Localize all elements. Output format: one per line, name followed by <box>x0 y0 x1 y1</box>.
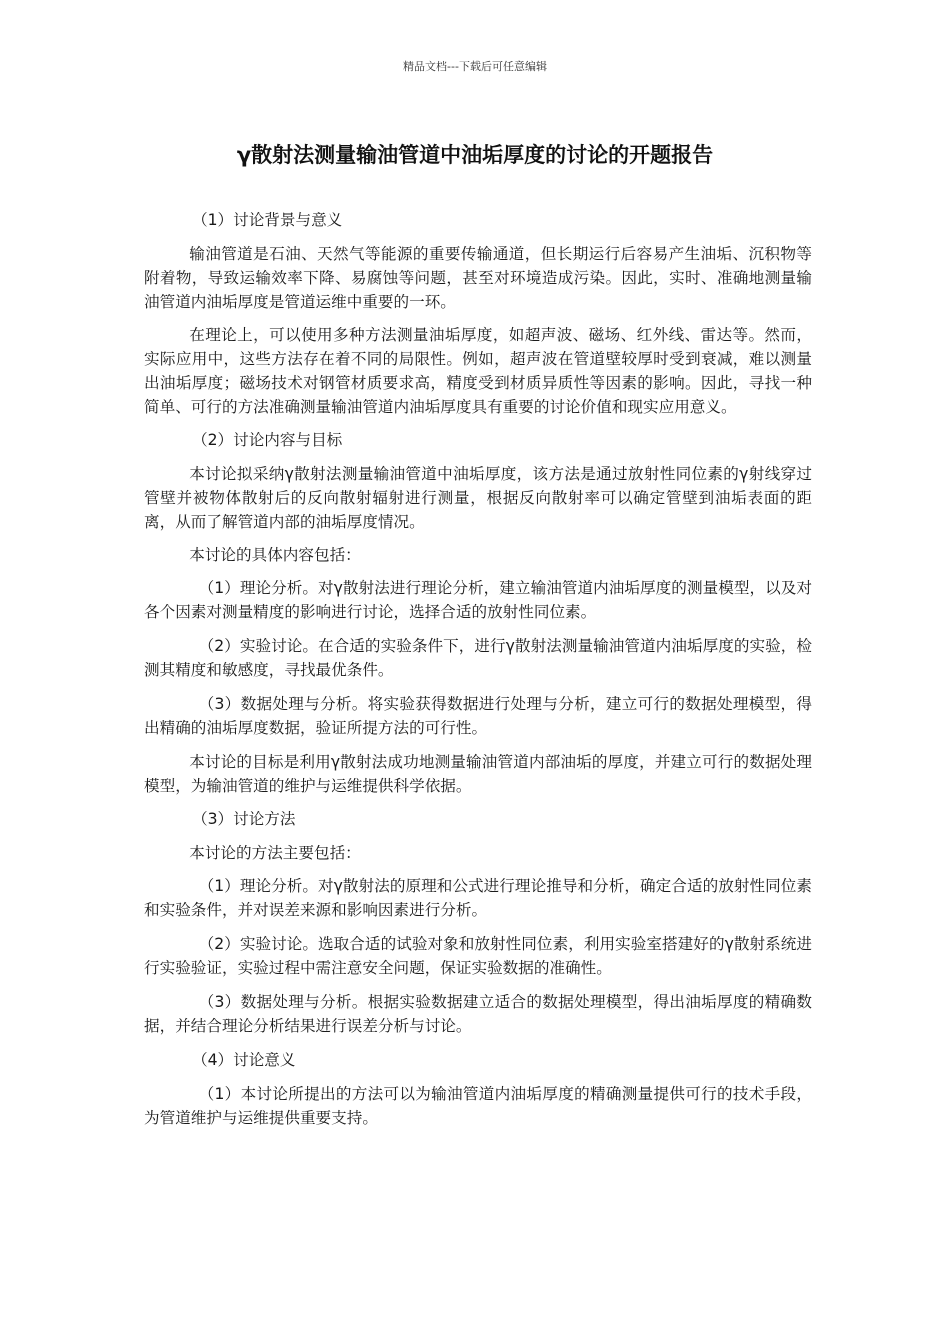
section-heading-significance: （4）讨论意义 <box>192 1051 296 1069</box>
section-heading-background: （1）讨论背景与意义 <box>192 211 343 229</box>
paragraph: 本讨论的目标是利用γ散射法成功地测量输油管道内部油垢的厚度，并建立可行的数据处理模型，为输油管道的维护与运维提供科学依据。 <box>144 753 812 795</box>
document-body <box>144 208 812 1140</box>
section-heading-content: （2）讨论内容与目标 <box>192 431 343 449</box>
paragraph: 在理论上，可以使用多种方法测量油垢厚度，如超声波、磁场、红外线、雷达等。然而，实际应用中，这些方法存在着不同的局限性。例如，超声波在管道壁较厚时受到衰减，难以测量出油垢厚度；磁场技术对钢管材质要求高，精度受到材质异质性等因素的影响。因此，寻找一种简单、可行的方法准确测量输油管道内油垢厚度具有重要的讨论价值和现实应用意义。 <box>144 326 812 416</box>
list-item: （1）理论分析。对γ散射法进行理论分析，建立输油管道内油垢厚度的测量模型，以及对各个因素对测量精度的影响进行讨论，选择合适的放射性同位素。 <box>144 579 812 621</box>
list-item: （1）理论分析。对γ散射法的原理和公式进行理论推导和分析，确定合适的放射性同位素和实验条件，并对误差来源和影响因素进行分析。 <box>144 877 812 919</box>
header-note: 精品文档---下载后可任意编辑 <box>403 60 547 73</box>
document-title: γ散射法测量输油管道中油垢厚度的讨论的开题报告 <box>236 143 714 167</box>
paragraph: 本讨论拟采纳γ散射法测量输油管道中油垢厚度，该方法是通过放射性同位素的γ射线穿过管壁并被物体散射后的反向散射辐射进行测量，根据反向散射率可以确定管壁到油垢表面的距离，从而了解管道内部的油垢厚度情况。 <box>144 465 812 531</box>
paragraph: 输油管道是石油、天然气等能源的重要传输通道，但长期运行后容易产生油垢、沉积物等附着物，导致运输效率下降、易腐蚀等问题，甚至对环境造成污染。因此，实时、准确地测量输油管道内油垢厚度是管道运维中重要的一环。 <box>144 245 812 311</box>
list-item: （3）数据处理与分析。将实验获得数据进行处理与分析，建立可行的数据处理模型，得出精确的油垢厚度数据，验证所提方法的可行性。 <box>144 695 812 737</box>
section-heading-method: （3）讨论方法 <box>192 810 296 828</box>
list-item: （3）数据处理与分析。根据实验数据建立适合的数据处理模型，得出油垢厚度的精确数据，并结合理论分析结果进行误差分析与讨论。 <box>144 993 812 1035</box>
paragraph: 本讨论的方法主要包括： <box>189 844 361 862</box>
list-item: （2）实验讨论。在合适的实验条件下，进行γ散射法测量输油管道内油垢厚度的实验，检测其精度和敏感度，寻找最优条件。 <box>144 637 812 679</box>
list-item: （1）本讨论所提出的方法可以为输油管道内油垢厚度的精确测量提供可行的技术手段，为管道维护与运维提供重要支持。 <box>144 1085 812 1127</box>
paragraph: 本讨论的具体内容包括： <box>189 546 361 564</box>
list-item: （2）实验讨论。选取合适的试验对象和放射性同位素，利用实验室搭建好的γ散射系统进行实验验证，实验过程中需注意安全问题，保证实验数据的准确性。 <box>144 935 812 977</box>
